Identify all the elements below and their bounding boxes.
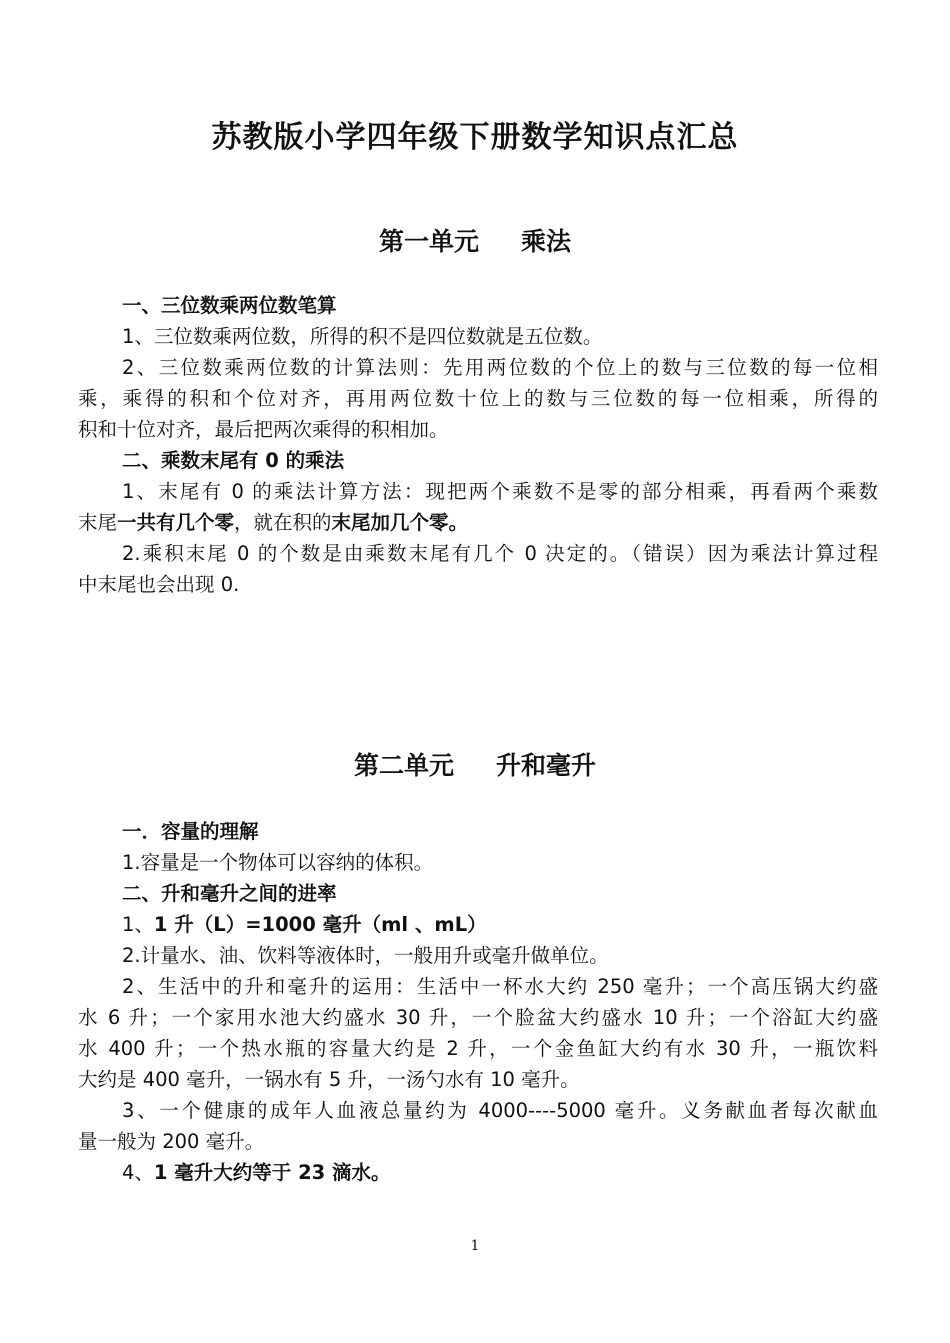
unit-2-content	[78, 816, 878, 1188]
section-heading: 二、乘数末尾有 0 的乘法	[122, 449, 345, 472]
unit-2-name: 升和毫升	[496, 751, 597, 780]
paragraph-line: 2.计量水、油、饮料等液体时，一般用升或毫升做单位。	[122, 944, 609, 967]
unit-1-content	[78, 290, 878, 600]
paragraph-line: 3、一个健康的成年人血液总量约为 4000----5000 毫升。义务献血者每次献血	[122, 1099, 878, 1122]
paragraph-line: 2、三位数乘两位数的计算法则：先用两位数的个位上的数与三位数的每一位相	[122, 356, 878, 379]
unit-2-number: 第二单元	[353, 751, 454, 780]
page-number: 1	[470, 1238, 480, 1254]
paragraph-line: 大约是 400 毫升，一锅水有 5 升，一汤勺水有 10 毫升。	[78, 1068, 580, 1091]
paragraph-line: 2.乘积末尾 0 的个数是由乘数末尾有几个 0 决定的。（错误）因为乘法计算过程	[122, 542, 878, 565]
emphasis-text: 末尾加几个零	[331, 511, 449, 534]
text-run: 1、	[122, 913, 154, 936]
paragraph-line: 乘，乘得的积和个位对齐，再用两位数十位上的数与三位数的每一位相乘，所得的	[78, 387, 878, 410]
section-heading: 一、三位数乘两位数笔算	[122, 294, 337, 317]
paragraph-line: 水 6 升；一个家用水池大约盛水 30 升，一个脸盆大约盛水 10 升；一个浴缸大约盛	[78, 1006, 878, 1029]
paragraph-line: 1、末尾有 0 的乘法计算方法：现把两个乘数不是零的部分相乘，再看两个乘数	[122, 480, 878, 503]
paragraph-line	[78, 1157, 878, 1188]
section-heading: 二、升和毫升之间的进率	[122, 882, 337, 905]
text-run: 末尾	[78, 511, 118, 534]
paragraph-line	[78, 507, 878, 538]
text-run: ，就在积的	[234, 511, 332, 534]
section-heading: 一．容量的理解	[122, 820, 259, 843]
paragraph-line: 量一般为 200 毫升。	[78, 1130, 265, 1153]
paragraph-line: 1.容量是一个物体可以容纳的体积。	[122, 851, 434, 874]
emphasis-text: 。	[448, 511, 469, 534]
unit-1-number: 第一单元	[378, 227, 479, 256]
emphasis-text: 一共有几个零	[117, 511, 235, 534]
paragraph-line: 水 400 升；一个热水瓶的容量大约是 2 升，一个金鱼缸大约有水 30 升，一瓶饮料	[78, 1037, 878, 1060]
unit-1-heading	[0, 222, 950, 258]
emphasis-text: 1 升（L）=1000 毫升（ml 、mL）	[153, 913, 487, 936]
text-run: 4、	[122, 1161, 154, 1184]
paragraph-line: 1、三位数乘两位数，所得的积不是四位数就是五位数。	[122, 325, 603, 348]
paragraph-line: 中末尾也会出现 0.	[78, 573, 240, 596]
paragraph-line	[78, 909, 878, 940]
emphasis-text: 1 毫升大约等于 23 滴水。	[153, 1161, 391, 1184]
paragraph-line: 2、生活中的升和毫升的运用：生活中一杯水大约 250 毫升；一个高压锅大约盛	[122, 975, 878, 998]
paragraph-line: 积和十位对齐，最后把两次乘得的积相加。	[78, 418, 449, 441]
unit-1-name: 乘法	[521, 227, 572, 256]
unit-2-heading	[0, 746, 950, 782]
document-title: 苏教版小学四年级下册数学知识点汇总	[211, 120, 739, 155]
